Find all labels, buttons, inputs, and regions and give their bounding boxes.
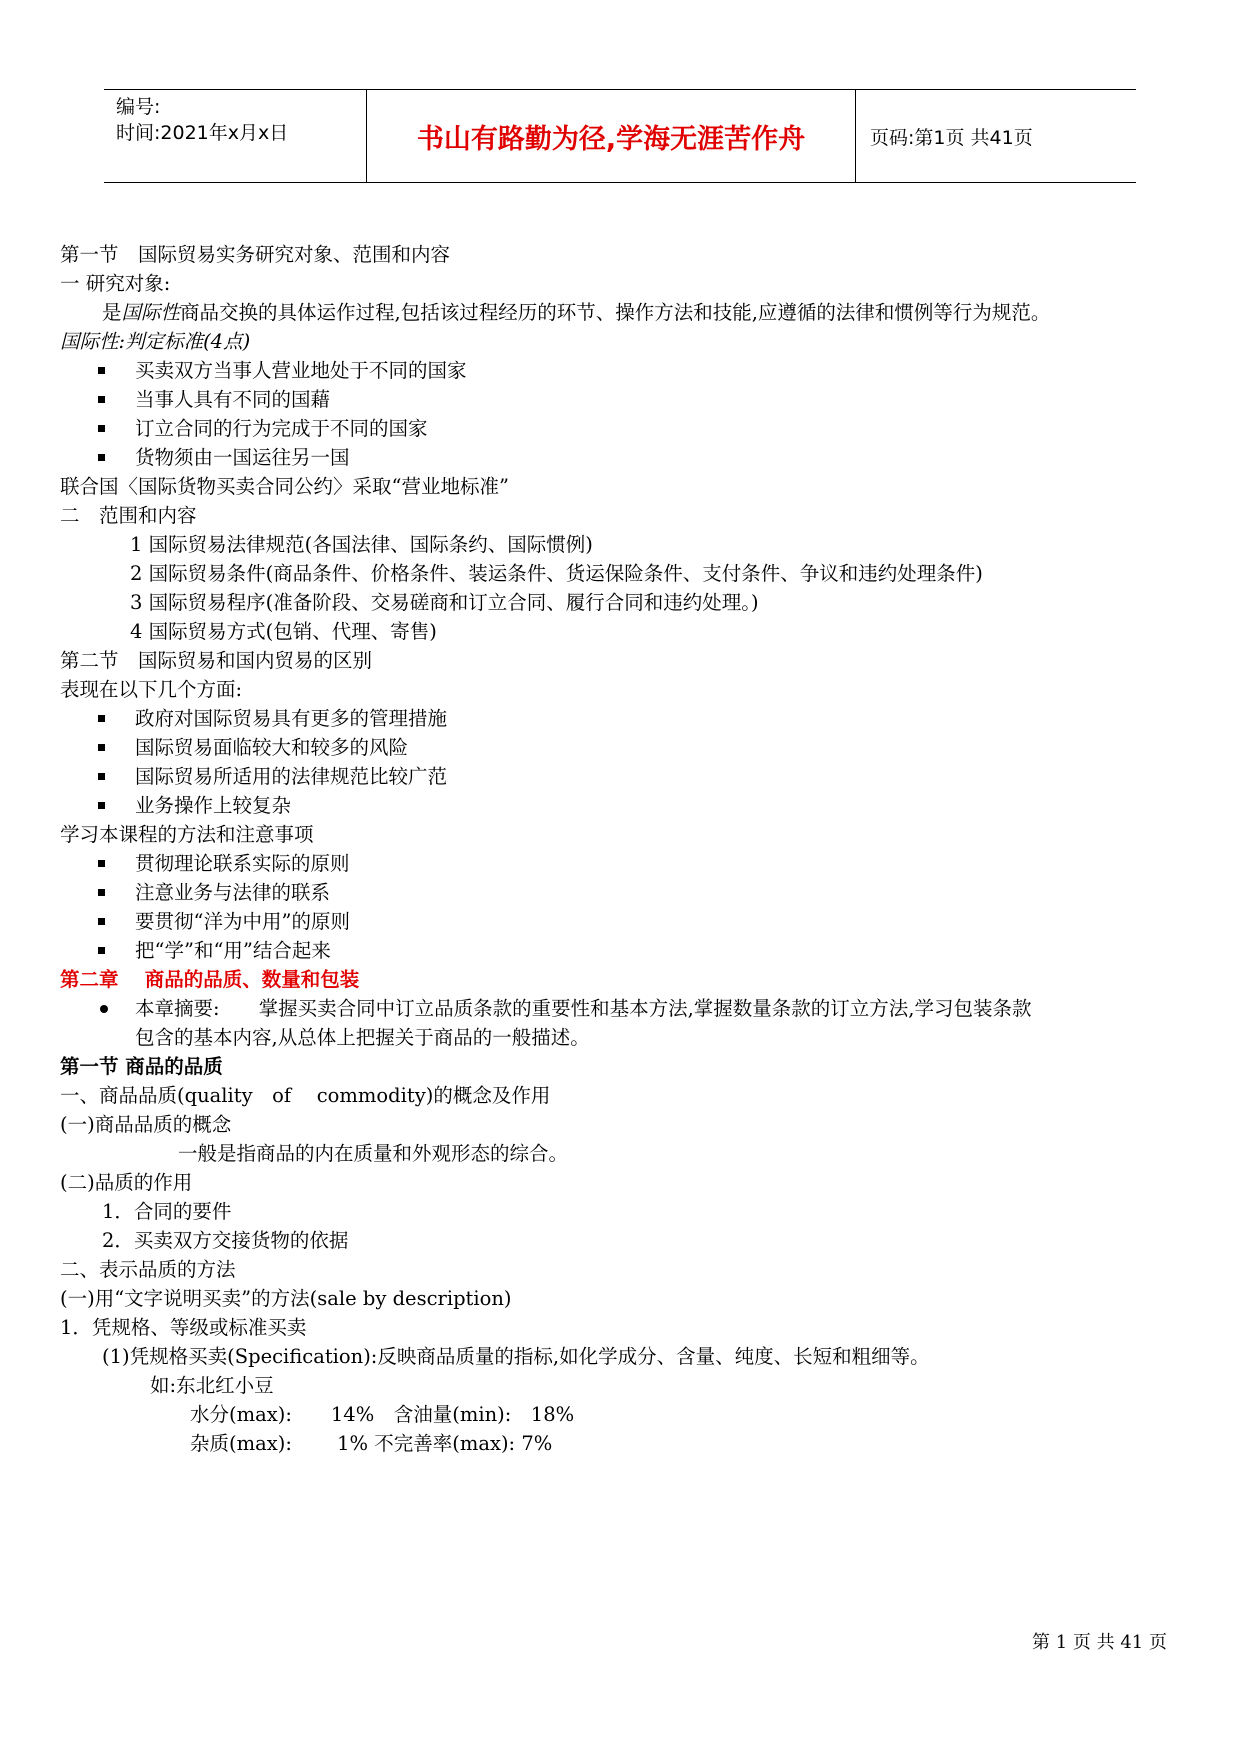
section-heading: 第一节 国际贸易实务研究对象、范围和内容	[60, 243, 451, 266]
list-item: 订立合同的行为完成于不同的国家	[135, 417, 428, 440]
paragraph: 一般是指商品的内在质量和外观形态的综合。	[178, 1142, 569, 1165]
list-item: 贯彻理论联系实际的原则	[135, 852, 350, 875]
subheading: 1．凭规格、等级或标准买卖	[60, 1316, 307, 1339]
subheading: (二)品质的作用	[60, 1171, 193, 1194]
spec-row: 杂质(max): 1% 不完善率(max): 7%	[190, 1432, 553, 1455]
example-label: 如:东北红小豆	[150, 1374, 274, 1397]
header-motto-cell	[366, 90, 856, 182]
header-number: 编号:	[116, 96, 161, 118]
subheading: 二、表示品质的方法	[60, 1258, 236, 1281]
header-meta	[104, 90, 366, 182]
list-item: 当事人具有不同的国藉	[135, 388, 331, 411]
section-heading: 第一节 商品的品质	[60, 1055, 223, 1078]
paragraph: 是国际性商品交换的具体运作过程,包括该过程经历的环节、操作方法和技能,应遵循的法律和惯例等行为规范。	[102, 301, 1051, 324]
subheading: 一 研究对象:	[60, 272, 171, 295]
subheading: 一、商品品质(quality of commodity)的概念及作用	[60, 1084, 551, 1107]
header-time: 时间:2021年x月x日	[116, 122, 289, 144]
list-item: 要贯彻“洋为中用”的原则	[135, 910, 350, 933]
document-header	[104, 89, 1136, 183]
list-item: 政府对国际贸易具有更多的管理措施	[135, 707, 448, 730]
subheading: (一)商品品质的概念	[60, 1113, 232, 1136]
subheading: 二 范围和内容	[60, 504, 197, 527]
chapter-summary: 本章摘要: 掌握买卖合同中订立品质条款的重要性和基本方法,掌握数量条款的订立方法,学习包装条款	[135, 997, 1032, 1020]
section-heading: 第二节 国际贸易和国内贸易的区别	[60, 649, 373, 672]
header-motto: 书山有路勤为径,学海无涯苦作舟	[416, 123, 806, 155]
list-item: 1．合同的要件	[102, 1200, 232, 1223]
list-item: 2．买卖双方交接货物的依据	[102, 1229, 349, 1252]
list-item: 4 国际贸易方式(包销、代理、寄售)	[130, 620, 437, 643]
chapter-heading: 第二章 商品的品质、数量和包装	[60, 968, 360, 991]
subheading: 学习本课程的方法和注意事项	[60, 823, 314, 846]
paragraph: (1)凭规格买卖(Specification):反映商品质量的指标,如化学成分、含量、纯度、长短和粗细等。	[102, 1345, 930, 1368]
paragraph: 联合国〈国际货物买卖合同公约〉采取“营业地标准”	[60, 475, 509, 498]
list-item: 把“学”和“用”结合起来	[135, 939, 331, 962]
page-footer: 第 1 页 共 41 页	[1032, 1632, 1167, 1653]
subheading: 国际性:判定标准(4点)	[60, 330, 251, 353]
list-item: 2 国际贸易条件(商品条件、价格条件、装运条件、货运保险条件、支付条件、争议和违约处理条件)	[130, 562, 983, 585]
spec-row: 水分(max): 14% 含油量(min): 18%	[190, 1403, 575, 1426]
list-item: 货物须由一国运往另一国	[135, 446, 350, 469]
list-item: 业务操作上较复杂	[135, 794, 292, 817]
list-item: 国际贸易面临较大和较多的风险	[135, 736, 409, 759]
header-page-cell	[856, 90, 1136, 182]
list-item: 买卖双方当事人营业地处于不同的国家	[135, 359, 467, 382]
header-page-code: 页码:第1页 共41页	[870, 126, 1033, 149]
subheading: (一)用“文字说明买卖”的方法(sale by description)	[60, 1287, 512, 1310]
paragraph: 表现在以下几个方面:	[60, 678, 243, 701]
list-item: 注意业务与法律的联系	[135, 881, 331, 904]
list-item: 国际贸易所适用的法律规范比较广范	[135, 765, 448, 788]
list-item: 3 国际贸易程序(准备阶段、交易磋商和订立合同、履行合同和违约处理。)	[130, 591, 759, 614]
list-item: 1 国际贸易法律规范(各国法律、国际条约、国际惯例)	[130, 533, 593, 556]
chapter-summary-continued: 包含的基本内容,从总体上把握关于商品的一般描述。	[135, 1026, 590, 1049]
